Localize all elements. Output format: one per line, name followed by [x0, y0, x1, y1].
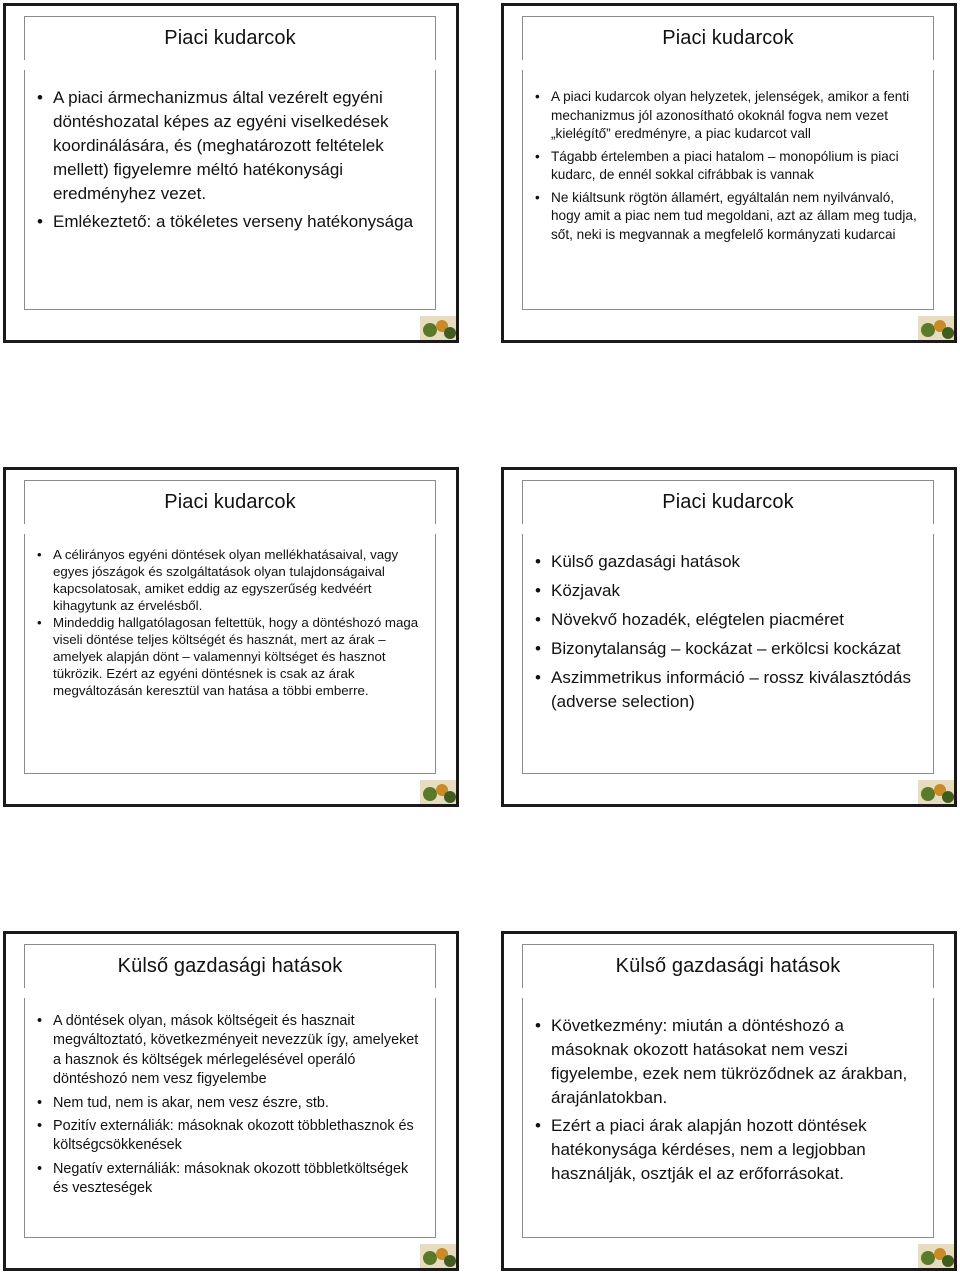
slide-body	[522, 70, 934, 310]
list-item: • Pozitív externáliák: másoknak okozott többlethasznok és költségcsökkenések	[35, 1117, 425, 1156]
slide-body	[522, 534, 934, 774]
vegetable-decoration-icon	[918, 316, 954, 340]
list-item: • Növekvő hozadék, elégtelen piacméret	[533, 608, 923, 632]
list-item: • Külső gazdasági hatások	[533, 550, 923, 574]
list-item: • Tágabb értelemben a piaci hatalom – monopólium is piaci kudarc, de ennél sokkal cifrábbak is vannak	[533, 148, 923, 185]
slide-title: Piaci kudarcok	[24, 16, 436, 60]
list-item: • Mindeddig hallgatólagosan feltettük, hogy a döntéshozó maga viseli döntése teljes költségét és hasznát, mert az árak – amelyek alapján dönt – valamennyi költséget és hasznot tükrözik. Ezért az egyéni döntésnek is csak az árak megváltozásán keresztül van hatása a többi emberre.	[35, 614, 425, 699]
bullet-list	[35, 86, 425, 234]
list-item: • A piaci ármechanizmus által vezérelt egyéni döntéshozatal képes az egyéni viselkedések koordinálására, és (meghatározott feltételek mellett) figyelemre méltó hatékonysági eredményhez vezet.	[35, 86, 425, 206]
vegetable-decoration-icon	[918, 780, 954, 804]
bullet-list	[533, 88, 923, 244]
bullet-list	[533, 1014, 923, 1186]
slide-6	[501, 931, 957, 1271]
slide-title: Piaci kudarcok	[522, 480, 934, 524]
vegetable-decoration-icon	[918, 1244, 954, 1268]
list-item: • A döntések olyan, mások költségeit és hasznait megváltoztató, következményeit nevezzük így, amelyeket a hasznok és költségek mérlegelésével operáló döntéshozó nem vesz figyelembe	[35, 1012, 425, 1090]
bullet-list	[35, 1012, 425, 1199]
slide-5	[3, 931, 459, 1271]
slide-body	[24, 998, 436, 1238]
list-item: • Ne kiáltsunk rögtön államért, egyáltalán nem nyilvánvaló, hogy amit a piac nem tud megoldani, azt az állam meg tudja, sőt, neki is megvannak a megfelelő kormányzati kudarcai	[533, 189, 923, 245]
bullet-list	[533, 550, 923, 714]
slide-1	[3, 3, 459, 343]
vegetable-decoration-icon	[420, 780, 456, 804]
vegetable-decoration-icon	[420, 316, 456, 340]
slide-3	[3, 467, 459, 807]
slide-4	[501, 467, 957, 807]
list-item: • A célirányos egyéni döntések olyan mellékhatásaival, vagy egyes jószágok és szolgáltatások olyan tulajdonságaival kapcsolatosak, amiket eddig az egyszerűség kedvéért kihagytunk az érvelésből.	[35, 546, 425, 614]
list-item: • Nem tud, nem is akar, nem vesz észre, stb.	[35, 1094, 425, 1113]
list-item: • Következmény: miután a döntéshozó a másoknak okozott hatásokat nem veszi figyelembe, ezek nem tükröződnek az árakban, árajánlatokban.	[533, 1014, 923, 1110]
list-item: • Ezért a piaci árak alapján hozott döntések hatékonysága kérdéses, nem a legjobban használják, osztják el az erőforrásokat.	[533, 1114, 923, 1186]
slide-2	[501, 3, 957, 343]
slide-body	[522, 998, 934, 1238]
list-item: • Bizonytalanság – kockázat – erkölcsi kockázat	[533, 637, 923, 661]
list-item: • Aszimmetrikus információ – rossz kiválasztódás (adverse selection)	[533, 666, 923, 714]
list-item: • A piaci kudarcok olyan helyzetek, jelenségek, amikor a fenti mechanizmus jól azonosítható okoknál fogva nem vezet „kielégítő” eredményre, a piac kudarcot vall	[533, 88, 923, 144]
bullet-list	[35, 546, 425, 699]
slide-title: Piaci kudarcok	[24, 480, 436, 524]
slide-title: Piaci kudarcok	[522, 16, 934, 60]
list-item: • Közjavak	[533, 579, 923, 603]
slide-body	[24, 70, 436, 310]
list-item: • Negatív externáliák: másoknak okozott többletköltségek és veszteségek	[35, 1160, 425, 1199]
slide-title: Külső gazdasági hatások	[24, 944, 436, 988]
list-item: • Emlékeztető: a tökéletes verseny hatékonysága	[35, 210, 425, 234]
slide-title: Külső gazdasági hatások	[522, 944, 934, 988]
slide-body	[24, 534, 436, 774]
vegetable-decoration-icon	[420, 1244, 456, 1268]
